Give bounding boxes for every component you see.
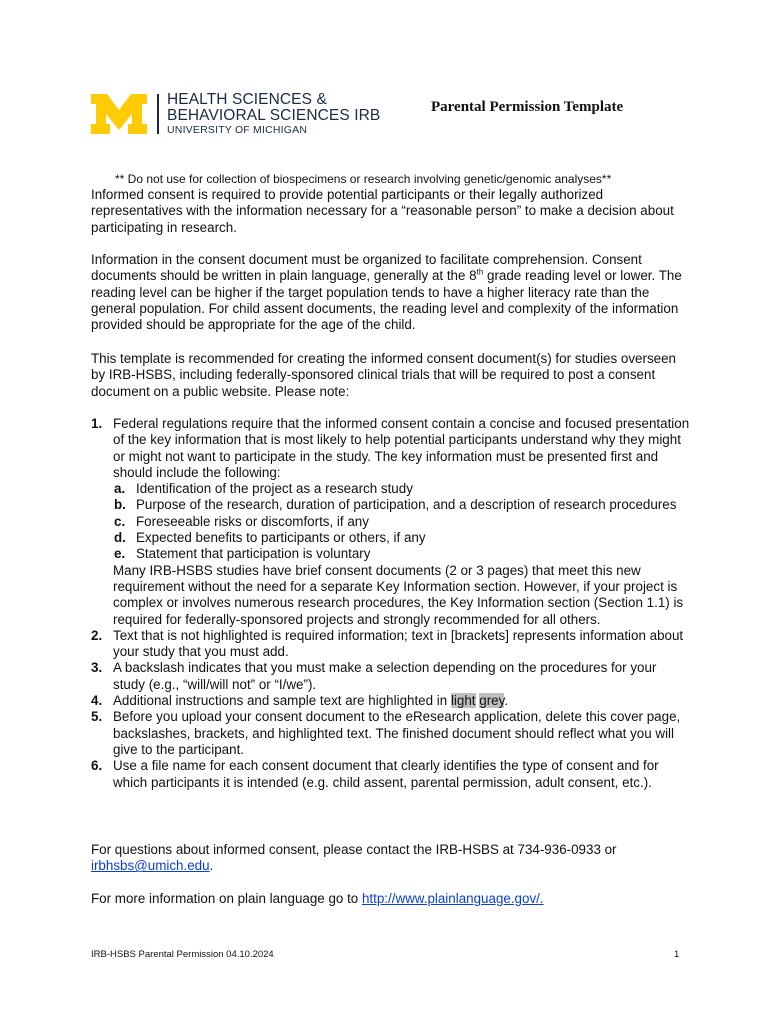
list-item-number: 3.	[91, 660, 103, 676]
key-information-note: Many IRB-HSBS studies have brief consent documents (2 or 3 pages) that meet this new requirement without the need for a separate Key Information section. However, if your project is complex or involves numerous research procedures, the Key Information section (Section 1.1) is required for federally-sponsored projects and strongly recommended for all others.	[113, 562, 684, 627]
plain-language-link[interactable]: http://www.plainlanguage.gov/.	[361, 891, 544, 906]
sub-item-letter: c.	[114, 513, 126, 529]
list-item-text-end: .	[504, 693, 509, 709]
list-item	[91, 709, 691, 758]
biospecimen-warning-note: ** Do not use for collection of biospecimens or research involving genetic/genomic analyses**	[115, 172, 612, 186]
organization-text-start: Information in the consent document must be organized to facilitate comprehension. Consent documents should be written in plain language, generally at the 8	[91, 252, 642, 284]
list-item-text: Before you upload your consent document to the eResearch application, delete this cover page, backslashes, brackets, and highlighted text. The finished document should reflect what you will give to the participant.	[113, 709, 681, 757]
list-item	[91, 693, 691, 709]
sub-item-text: Expected benefits to participants or others, if any	[136, 530, 426, 546]
ordinal-superscript: th	[476, 267, 484, 277]
template-paragraph: This template is recommended for creating the informed consent document(s) for studies overseen by IRB-HSBS, including federally-sponsored clinical trials that will be required to post a consent document on a public website. Please note:	[91, 351, 677, 399]
sub-item-text: Statement that participation is voluntary	[136, 546, 371, 562]
sub-list-item	[91, 481, 691, 497]
list-item	[91, 758, 691, 791]
sub-item-letter: e.	[114, 546, 126, 562]
highlight-sample-grey: grey	[479, 693, 505, 709]
sub-item-text: Foreseeable risks or discomforts, if any	[136, 513, 369, 529]
wordmark-line-2: BEHAVIORAL SCIENCES IRB	[167, 107, 381, 124]
plain-language-paragraph	[91, 891, 691, 907]
list-item	[91, 660, 691, 693]
instructions-list	[91, 416, 691, 791]
sub-item-letter: a.	[114, 481, 126, 497]
irb-wordmark	[167, 92, 380, 136]
highlight-sample-light: light	[450, 693, 476, 709]
organization-text-end: grade reading level or lower. The reading level can be higher if the target population tends to have a higher literacy rate than the general population. For child assent documents, the reading level and complexity of the information provided should be appropriate for the age of the child.	[91, 268, 682, 333]
contact-text: For questions about informed consent, please contact the IRB-HSBS at 734-936-0933 or	[91, 842, 617, 857]
sub-item-text: Purpose of the research, duration of participation, and a description of research procedures	[136, 497, 677, 513]
list-item-number: 6.	[91, 758, 103, 774]
list-item-text: A backslash indicates that you must make a selection depending on the procedures for your study (e.g., “will/will not” or “I/we”).	[113, 660, 657, 692]
list-item-text: Text that is not highlighted is required information; text in [brackets] represents information about your study that you must add.	[113, 627, 684, 660]
sub-list-item	[91, 546, 691, 562]
sub-item-letter: b.	[114, 497, 126, 513]
list-item-text: Use a file name for each consent document that clearly identifies the type of consent and for which participants it is intended (e.g. child assent, parental permission, adult consent, etc.).	[113, 758, 659, 790]
footer-document-id: IRB-HSBS Parental Permission 04.10.2024	[91, 949, 274, 960]
list-item-number: 2.	[91, 627, 103, 643]
list-item	[91, 628, 691, 661]
wordmark-line-3: UNIVERSITY OF MICHIGAN	[167, 124, 308, 136]
list-item-number: 4.	[91, 693, 103, 709]
organization-paragraph	[91, 252, 691, 333]
wordmark-line-1: HEALTH SCIENCES &	[167, 91, 327, 108]
list-item	[91, 416, 691, 481]
contact-paragraph	[91, 842, 691, 875]
university-of-michigan-block-m-logo	[91, 94, 147, 134]
intro-paragraph: Informed consent is required to provide potential participants or their legally authorized representatives with the information necessary for a “reasonable person” to make a decision about participating in research.	[91, 187, 674, 235]
list-item-number: 5.	[91, 709, 103, 725]
list-item-number: 1.	[91, 416, 103, 431]
document-title: Parental Permission Template	[431, 99, 624, 115]
list-item-text: Federal regulations require that the informed consent contain a concise and focused presentation of the key information that is most likely to help potential participants understand why they might or might not want to participate in the study. The key information must be presented first and should include the following:	[113, 416, 690, 480]
sub-list-item	[91, 497, 691, 513]
sub-list-item	[91, 514, 691, 530]
logo-divider	[157, 94, 159, 134]
footer-page-number: 1	[674, 949, 680, 960]
sub-item-letter: d.	[114, 530, 126, 546]
sub-item-text: Identification of the project as a research study	[136, 481, 413, 497]
sub-list-item	[91, 530, 691, 546]
list-item-text: Additional instructions and sample text are highlighted in	[113, 693, 451, 709]
irb-email-link[interactable]: irbhsbs@umich.edu	[91, 858, 210, 874]
plain-language-text: For more information on plain language go to	[91, 891, 362, 906]
contact-text-end: .	[209, 858, 214, 874]
